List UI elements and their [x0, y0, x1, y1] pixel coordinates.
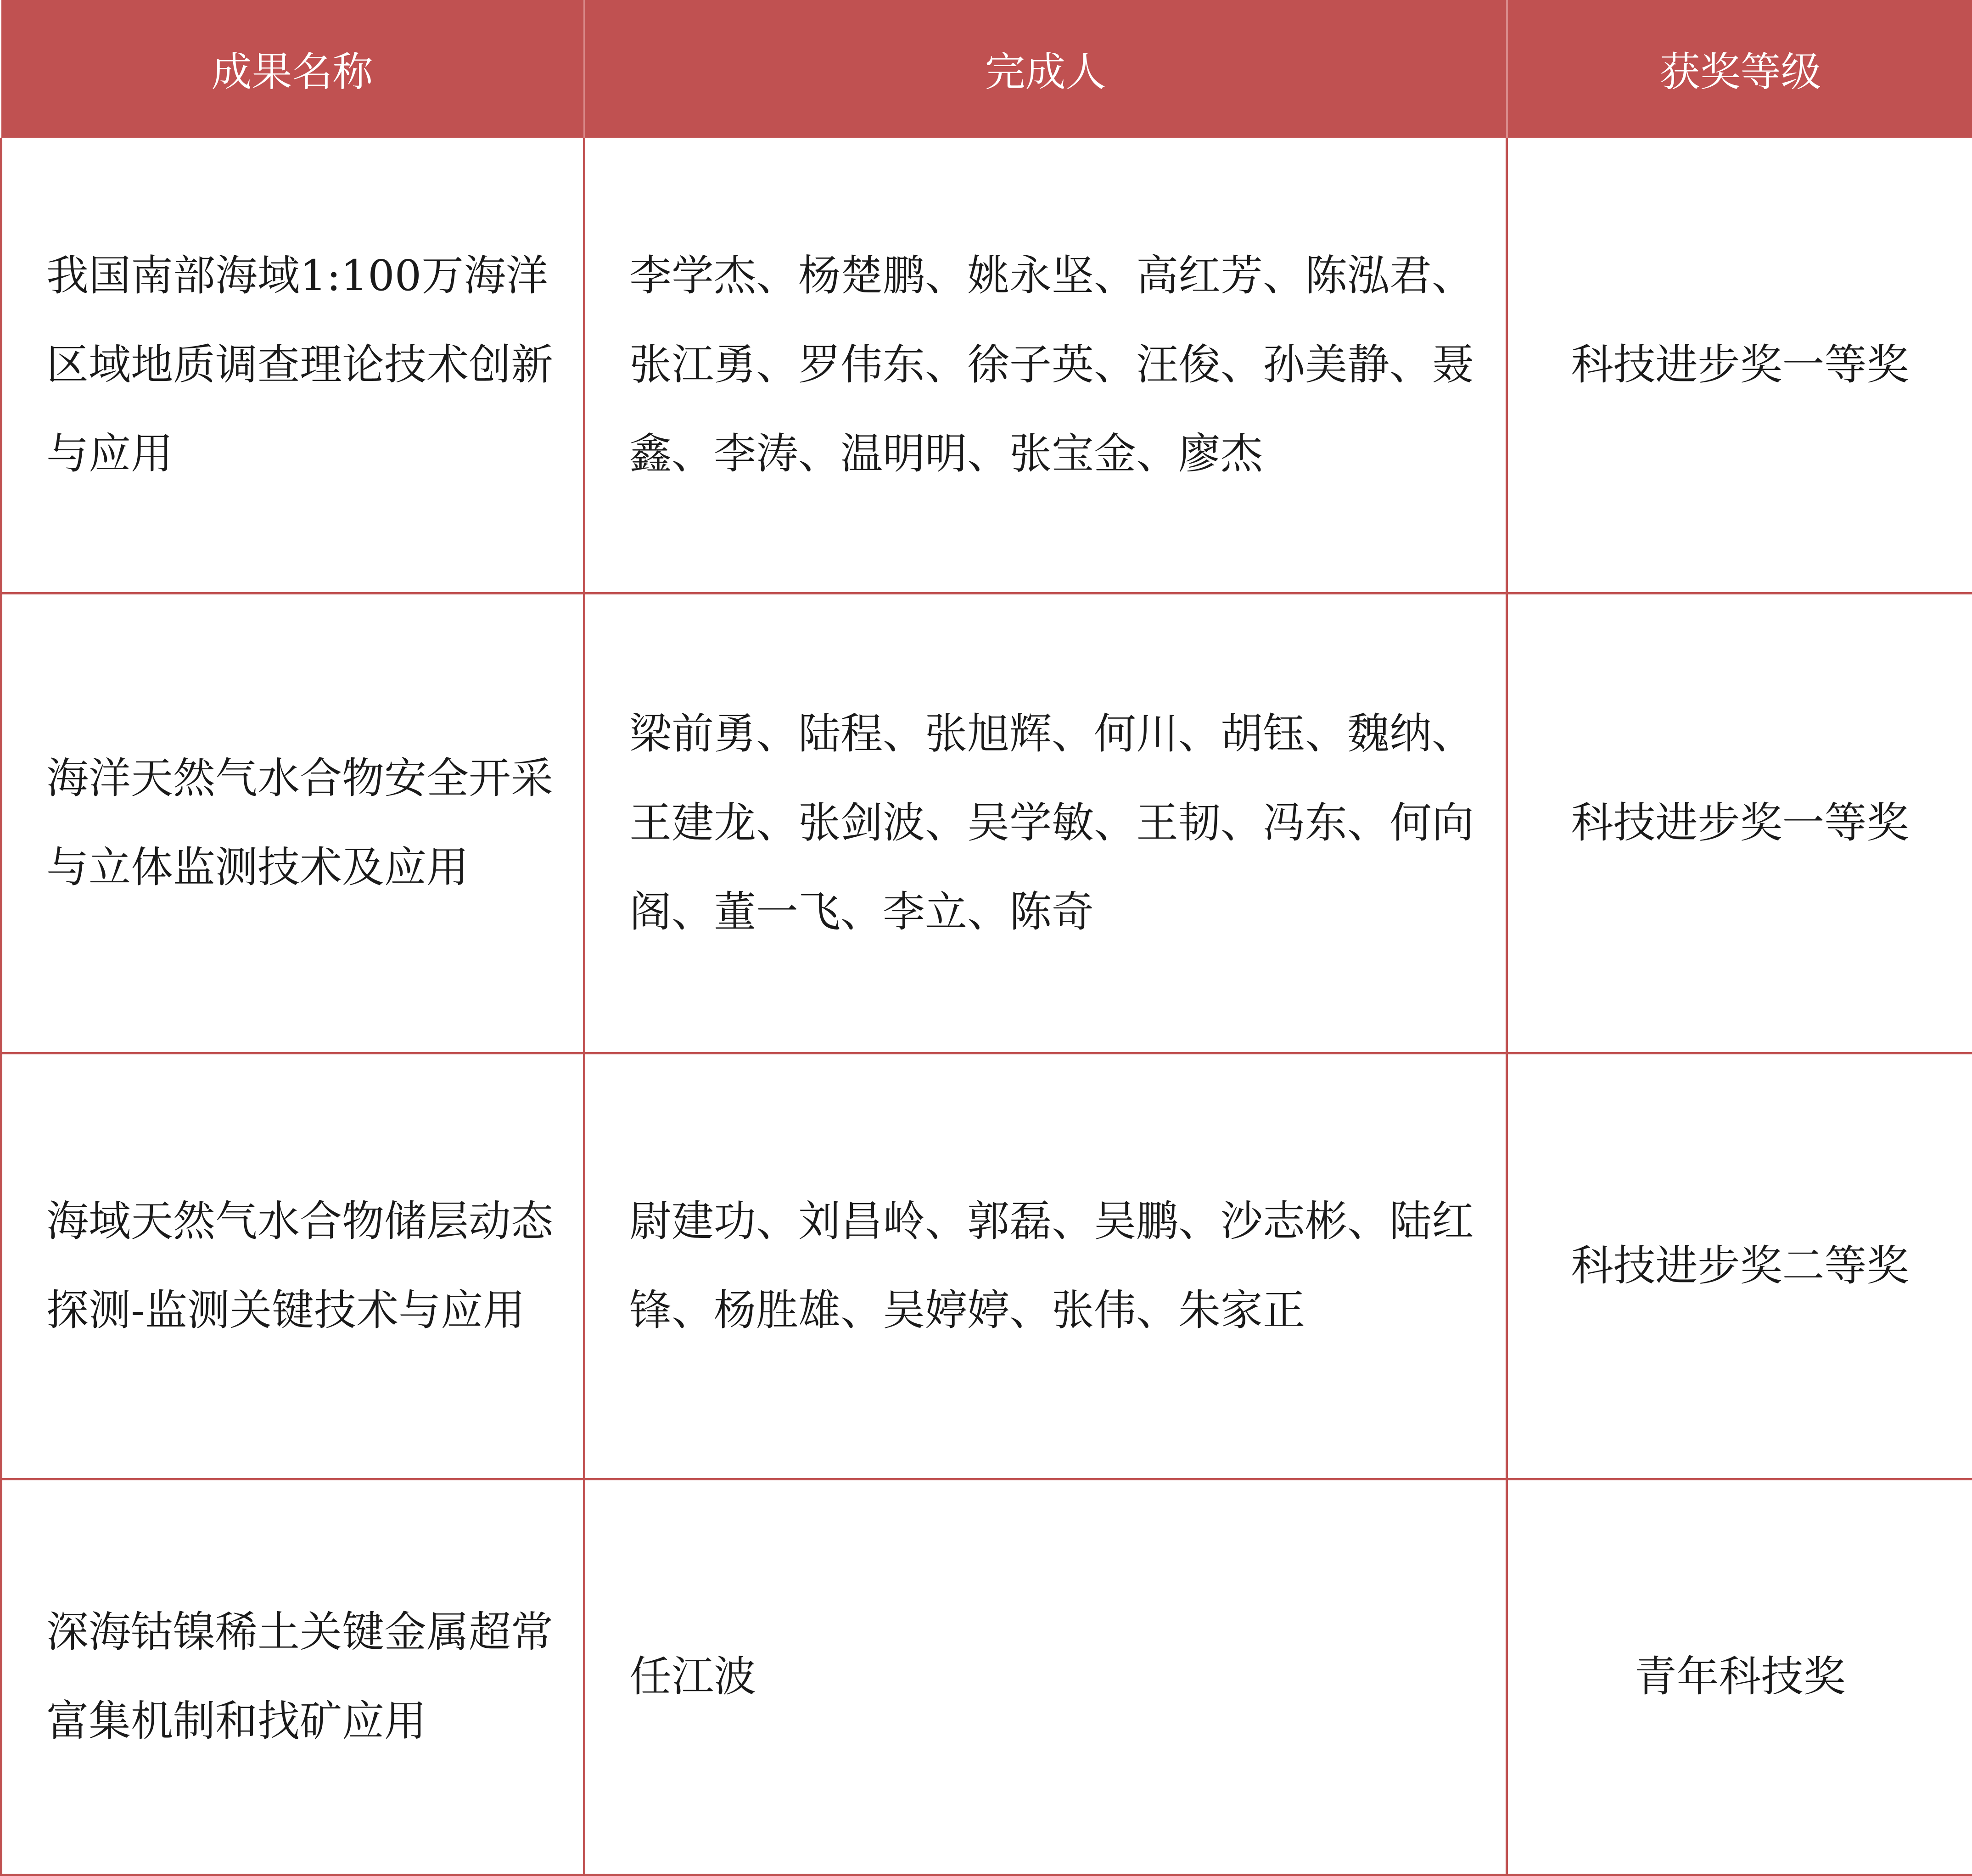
award-level-cell: 科技进步奖一等奖 [1507, 593, 1972, 1053]
achievement-name-cell: 海域天然气水合物储层动态探测-监测关键技术与应用 [1, 1053, 584, 1479]
table-row [1, 593, 1972, 1053]
award-level-cell: 科技进步奖二等奖 [1507, 1053, 1972, 1479]
header-achievement-name: 成果名称 [1, 0, 584, 138]
achievement-name-cell: 海洋天然气水合物安全开采与立体监测技术及应用 [1, 593, 584, 1053]
completers-cell: 梁前勇、陆程、张旭辉、何川、胡钰、魏纳、王建龙、张剑波、吴学敏、王韧、冯东、何向阁、董一飞、李立、陈奇 [584, 593, 1507, 1053]
award-level-cell: 科技进步奖一等奖 [1507, 138, 1972, 593]
table-body [1, 138, 1972, 1875]
header-award-level: 获奖等级 [1507, 0, 1972, 138]
completers-cell: 李学杰、杨楚鹏、姚永坚、高红芳、陈泓君、张江勇、罗伟东、徐子英、汪俊、孙美静、聂鑫、李涛、温明明、张宝金、廖杰 [584, 138, 1507, 593]
table-row [1, 1053, 1972, 1479]
completers-cell: 尉建功、刘昌岭、郭磊、吴鹏、沙志彬、陆红锋、杨胜雄、吴婷婷、张伟、朱家正 [584, 1053, 1507, 1479]
completers-cell: 任江波 [584, 1479, 1507, 1875]
achievement-name-cell: 我国南部海域1:100万海洋区域地质调查理论技术创新与应用 [1, 138, 584, 593]
header-completers: 完成人 [584, 0, 1507, 138]
award-level-cell: 青年科技奖 [1507, 1479, 1972, 1875]
table-header [1, 0, 1972, 138]
achievement-name-cell: 深海钴镍稀土关键金属超常富集机制和找矿应用 [1, 1479, 584, 1875]
table-row [1, 138, 1972, 593]
table-row [1, 1479, 1972, 1875]
header-row [1, 0, 1972, 138]
